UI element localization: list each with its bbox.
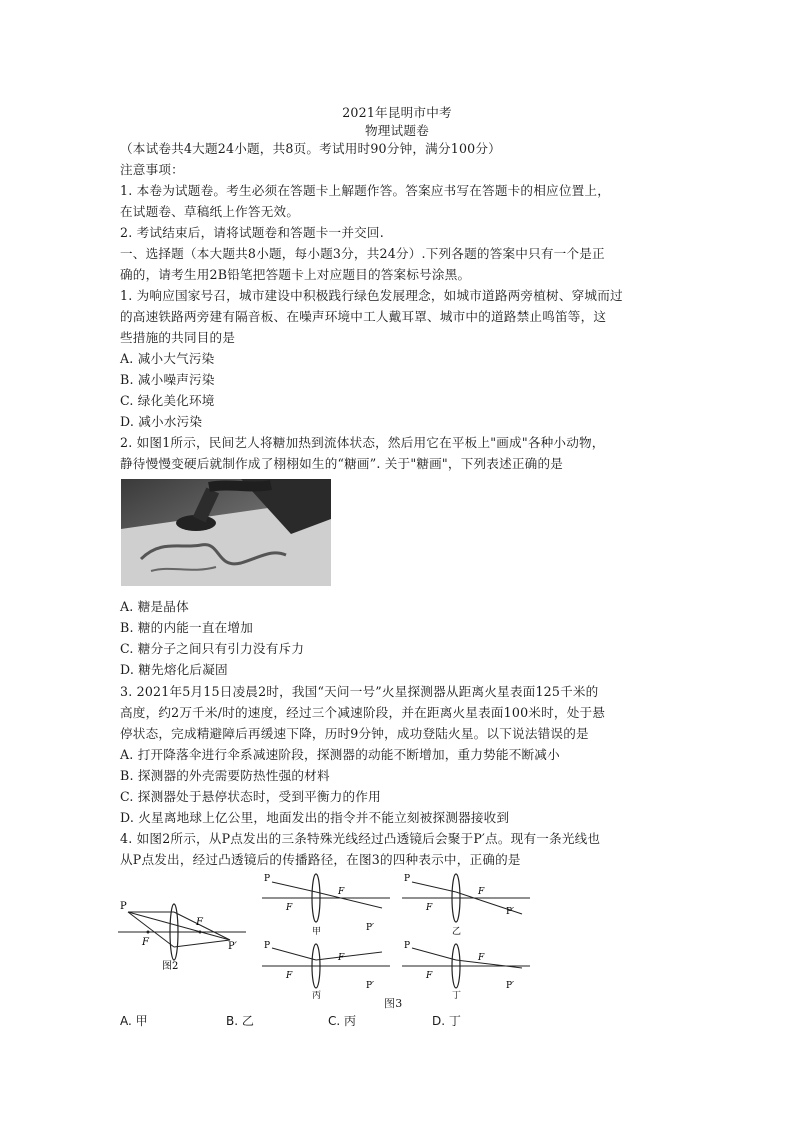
- point-p-prime-label: P′: [506, 907, 515, 917]
- point-p-label: P: [120, 901, 127, 912]
- q2-line-1: 2. 如图1所示，民间艺人将糖加热到流体状态，然后用它在平板上"画成"各种小动物，: [120, 435, 605, 450]
- section-1-line-2: 确的，请考生用2B铅笔把答题卡上对应题目的答案标号涂黑。: [120, 267, 471, 282]
- q1-option-c: C. 绿化美化环境: [120, 393, 215, 408]
- figure-2: [118, 895, 248, 975]
- q1-option-a: A. 减小大气污染: [120, 351, 215, 366]
- focus-label: F: [286, 903, 293, 913]
- point-p-label: P: [264, 874, 271, 884]
- note-1-line-2: 在试题卷、草稿纸上作答无效。: [120, 204, 300, 219]
- q4-choice-b: B. 乙: [226, 1014, 254, 1028]
- q4-choice-a: A. 甲: [120, 1014, 148, 1028]
- q4-line-2: 从P点发出，经过凸透镜后的传播路径，在图3的四种表示中，正确的是: [120, 852, 521, 867]
- exam-info: （本试卷共4大题24小题，共8页。考试用时90分钟，满分100分）: [120, 141, 501, 156]
- q3-option-d: D. 火星离地球上亿公里，地面发出的指令并不能立刻被探测器接收到: [120, 810, 510, 825]
- focus-label: F: [142, 937, 149, 948]
- focus-label: F: [478, 887, 485, 897]
- q1-option-d: D. 减小水污染: [120, 414, 203, 429]
- q2-option-a: A. 糖是晶体: [120, 599, 189, 614]
- figure-3-caption: 图3: [384, 997, 403, 1010]
- exam-subtitle: 物理试题卷: [365, 123, 429, 138]
- q3-line-3: 停状态，完成精避障后再缓速下降，历时9分钟，成功登陆火星。以下说法错误的是: [120, 726, 589, 741]
- note-2: 2. 考试结束后，请将试题卷和答题卡一并交回.: [120, 225, 384, 240]
- panel-label-jia: 甲: [312, 927, 322, 937]
- q3-option-a: A. 打开降落伞进行伞系减速阶段，探测器的动能不断增加，重力势能不断减小: [120, 747, 560, 762]
- figure-3-panel-jia: [262, 870, 392, 940]
- q2-option-b: B. 糖的内能一直在增加: [120, 620, 254, 635]
- focus-label: F: [286, 971, 293, 981]
- q1-line-3: 些措施的共同目的是: [120, 330, 236, 345]
- q2-option-c: C. 糖分子之间只有引力没有斥力: [120, 641, 305, 656]
- q4-choice-c: C. 丙: [328, 1014, 357, 1028]
- q1-line-2: 的高速铁路两旁建有隔音板、在噪声环境中工人戴耳罩、城市中的道路禁止鸣笛等，这: [120, 309, 607, 324]
- panel-label-yi: 乙: [452, 927, 462, 937]
- q3-line-1: 3. 2021年5月15日凌晨2时，我国“天问一号”火星探测器从距离火星表面125千米的: [120, 684, 599, 699]
- point-p-prime-label: P′: [366, 981, 375, 991]
- exam-title: 2021年昆明市中考: [342, 105, 452, 120]
- focus-label: F: [426, 903, 433, 913]
- figure-3-panel-ding: [402, 940, 532, 1002]
- q2-line-2: 静待慢慢变硬后就制作成了栩栩如生的“糖画”. 关于"糖画"，下列表述正确的是: [120, 456, 564, 471]
- q2-option-d: D. 糖先熔化后凝固: [120, 662, 228, 677]
- panel-label-ding: 丁: [452, 991, 462, 1001]
- figure-3-panel-bing: [262, 940, 392, 1002]
- focus-label: F: [338, 887, 345, 897]
- q4-choice-d: D. 丁: [432, 1014, 461, 1028]
- notes-heading: 注意事项：: [120, 162, 184, 177]
- q3-line-2: 高度，约2万千米/时的速度，经过三个减速阶段，并在距离火星表面100米时，处于悬: [120, 705, 606, 720]
- point-p-label: P: [264, 941, 271, 951]
- sugar-painting-photo: [121, 479, 331, 586]
- focus-label: F: [478, 953, 485, 963]
- point-p-prime-label: P′: [366, 923, 375, 933]
- focus-label: F: [338, 953, 345, 963]
- figure-2-caption: 图2: [162, 961, 179, 972]
- focus-label: F: [426, 971, 433, 981]
- point-p-label: P: [404, 941, 411, 951]
- point-p-label: P: [404, 874, 411, 884]
- panel-label-bing: 丙: [312, 991, 322, 1001]
- q1-option-b: B. 减小噪声污染: [120, 372, 215, 387]
- section-1-line-1: 一、选择题（本大题共8小题，每小题3分，共24分）.下列各题的答案中只有一个是正: [120, 246, 605, 261]
- q1-line-1: 1. 为响应国家号召，城市建设中积极践行绿色发展理念，如城市道路两旁植树、穿城而过: [120, 288, 623, 303]
- point-p-prime-label: P′: [228, 941, 237, 952]
- figure-3-panel-yi: [402, 870, 532, 940]
- focus-label: F: [196, 917, 203, 928]
- point-p-prime-label: P′: [506, 981, 515, 991]
- note-1-line-1: 1. 本卷为试题卷。考生必须在答题卡上解题作答。答案应书写在答题卡的相应位置上，: [120, 183, 610, 198]
- q3-option-c: C. 探测器处于悬停状态时，受到平衡力的作用: [120, 789, 381, 804]
- q4-line-1: 4. 如图2所示，从P点发出的三条特殊光线经过凸透镜后会聚于P′点。现有一条光线也: [120, 831, 601, 846]
- q3-option-b: B. 探测器的外壳需要防热性强的材料: [120, 768, 330, 783]
